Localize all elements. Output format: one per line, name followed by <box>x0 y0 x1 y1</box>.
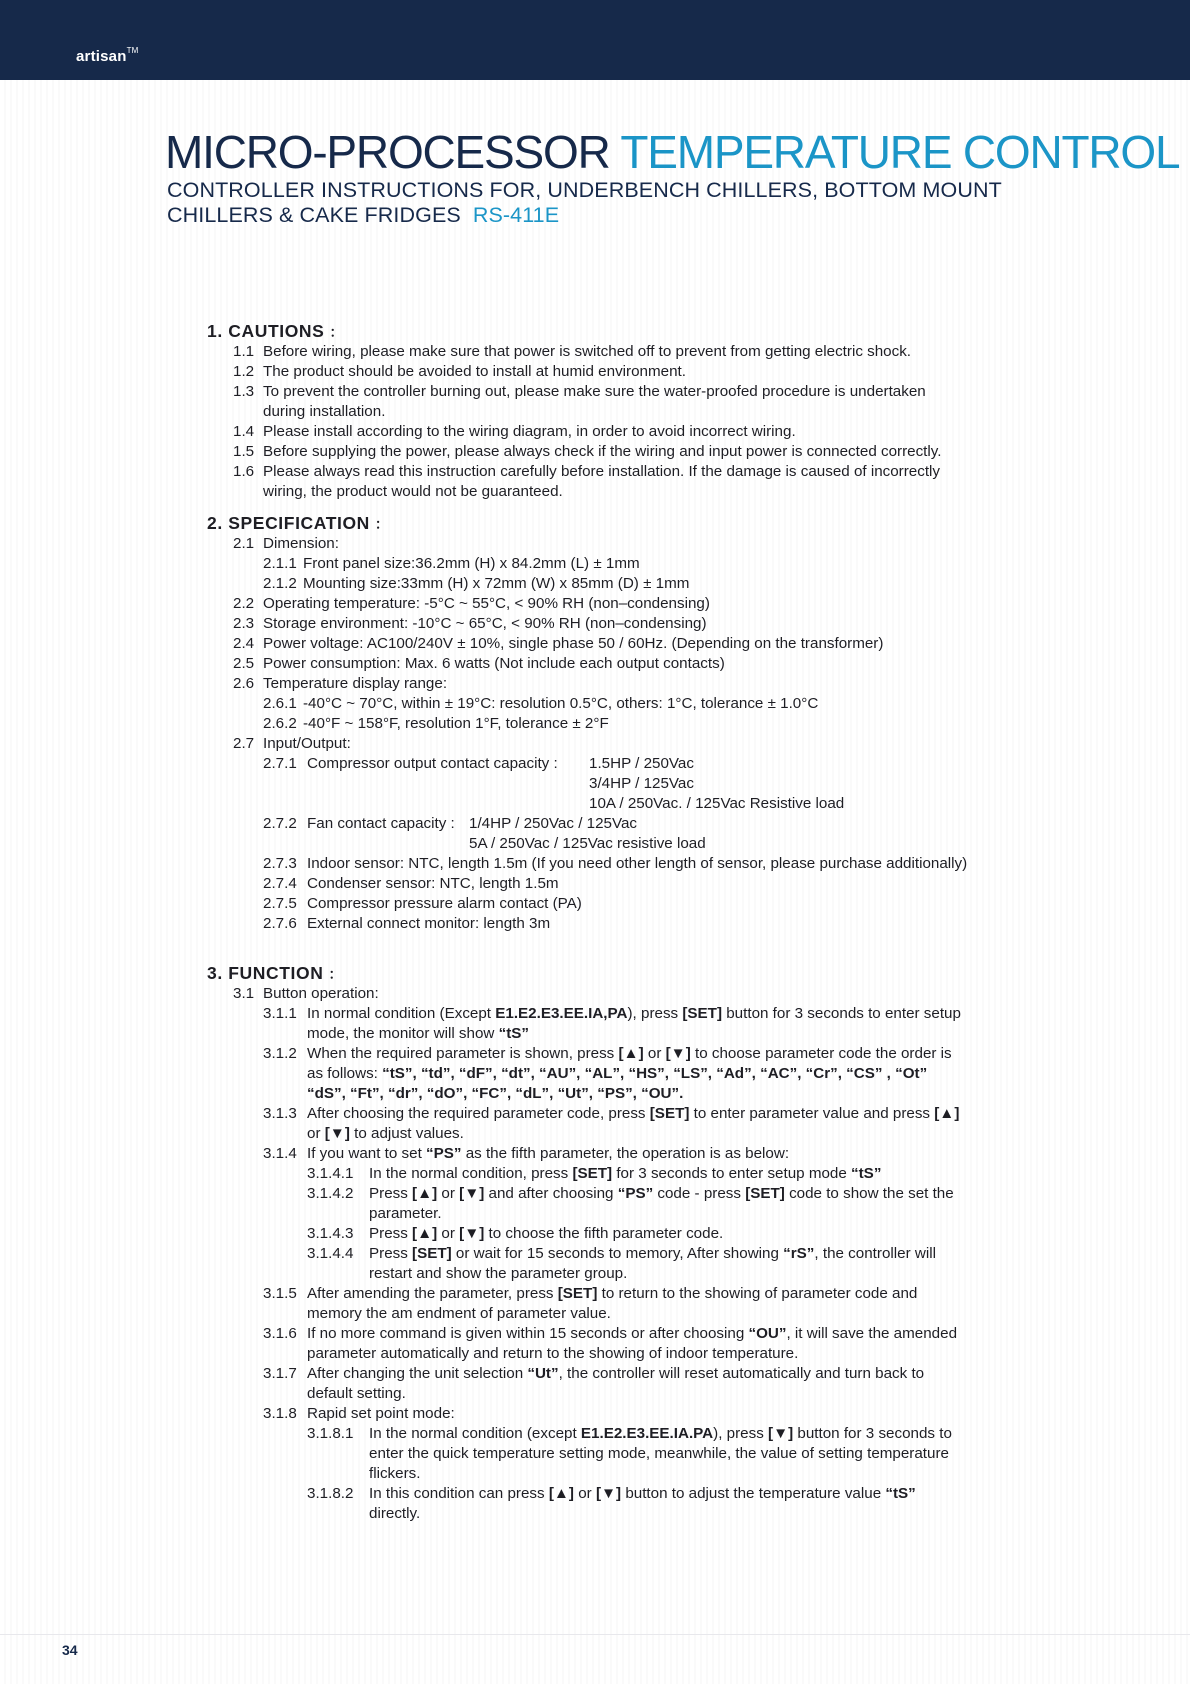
item-number: 1.6 <box>233 463 255 480</box>
list-item <box>0 814 1190 854</box>
section-1 <box>0 320 1190 502</box>
list-item <box>0 734 1190 754</box>
item-text: -40°F ~ 158°F, resolution 1°F, tolerance ± 2°F <box>303 715 609 732</box>
instructions-content <box>0 320 1190 1524</box>
list-item <box>0 874 1190 894</box>
item-text: Mounting size:33mm (H) x 72mm (W) x 85mm (D) ± 1mm <box>303 575 690 592</box>
list-item <box>0 382 1190 422</box>
item-text: Compressor pressure alarm contact (PA) <box>307 895 582 912</box>
item-text: If you want to set “PS” as the fifth parameter, the operation is as below: <box>307 1145 790 1162</box>
item-number: 2.6 <box>233 675 255 692</box>
list-item <box>0 442 1190 462</box>
item-number: 3.1.4.3 <box>307 1225 354 1242</box>
section-heading: 3. FUNCTION ： <box>207 963 344 983</box>
capacity-value: 10A / 250Vac. / 125Vac Resistive load <box>589 795 845 812</box>
item-number: 3.1.8.2 <box>307 1485 354 1502</box>
item-number: 2.1 <box>233 535 255 552</box>
item-text: In the normal condition, press [SET] for 3 seconds to enter setup mode “tS” <box>369 1165 882 1182</box>
header-bar <box>0 0 1190 80</box>
item-number: 1.2 <box>233 363 255 380</box>
item-number: 1.3 <box>233 383 255 400</box>
item-number: 3.1.2 <box>263 1045 297 1062</box>
list-item <box>0 1364 1190 1404</box>
item-text: Please install according to the wiring diagram, in order to avoid incorrect wiring. <box>263 423 796 440</box>
item-number: 3.1 <box>233 985 255 1002</box>
item-number: 2.7.3 <box>263 855 297 872</box>
item-number: 3.1.3 <box>263 1105 297 1122</box>
list-item <box>0 674 1190 694</box>
item-text: When the required parameter is shown, press [▲] or [▼] to choose parameter code the order is as follows: “tS”, “td”, “dF”, “dt”, “AU”, “AL”, “HS”, “LS”, “Ad”, “AC”, “Cr”, “CS” , “Ot” “dS”, “Ft”, “dr”, “dO”, “FC”, “dL”, “Ut”, “PS”, “OU”. <box>307 1045 952 1102</box>
item-text: Operating temperature: -5°C ~ 55°C, < 90% RH (non–condensing) <box>263 595 710 612</box>
section-2 <box>0 512 1190 934</box>
item-text: -40°C ~ 70°C, within ± 19°C: resolution 0.5°C, others: 1°C, tolerance ± 1.0°C <box>303 695 819 712</box>
item-number: 3.1.6 <box>263 1325 297 1342</box>
item-text: Before supplying the power, please always check if the wiring and input power is connected correctly. <box>263 443 942 460</box>
section-3 <box>0 962 1190 1524</box>
capacity-value: 3/4HP / 125Vac <box>589 775 694 792</box>
item-text: In this condition can press [▲] or [▼] button to adjust the temperature value “tS” directly. <box>369 1485 916 1522</box>
item-number: 3.1.7 <box>263 1365 297 1382</box>
brand-logo: artisan™ <box>76 46 139 65</box>
item-text: Fan contact capacity : 1/4HP / 250Vac / 125Vac 5A / 250Vac / 125Vac resistive load <box>307 814 968 854</box>
item-text: Storage environment: -10°C ~ 65°C, < 90% RH (non–condensing) <box>263 615 707 632</box>
list-item <box>0 1224 1190 1244</box>
item-text: Press [SET] or wait for 15 seconds to memory, After showing “rS”, the controller will restart and show the parameter group. <box>369 1245 936 1282</box>
item-text: In normal condition (Except E1.E2.E3.EE.IA,PA), press [SET] button for 3 seconds to enter setup mode, the monitor will show “tS” <box>307 1005 961 1042</box>
list-item <box>0 1104 1190 1144</box>
page-number: 34 <box>62 1642 78 1658</box>
item-number: 1.5 <box>233 443 255 460</box>
item-number: 2.7.1 <box>263 755 297 772</box>
item-text: Button operation: <box>263 985 379 1002</box>
item-number: 2.7.6 <box>263 915 297 932</box>
model-number: RS-411E <box>472 203 560 227</box>
item-text: In the normal condition (except E1.E2.E3.EE.IA.PA), press [▼] button for 3 seconds to enter the quick temperature setting mode, meanwhile, the value of setting temperature flickers. <box>369 1425 952 1482</box>
list-item <box>0 1284 1190 1324</box>
list-item <box>0 1484 1190 1524</box>
list-item <box>0 754 1190 814</box>
page-subtitle: CONTROLLER INSTRUCTIONS FOR, UNDERBENCH CHILLERS, BOTTOM MOUNT CHILLERS & CAKE FRIDGES RS-411E <box>167 178 1002 227</box>
list-item <box>0 854 1190 874</box>
item-text: The product should be avoided to install at humid environment. <box>263 363 686 380</box>
item-text: Input/Output: <box>263 735 351 752</box>
list-item <box>0 554 1190 574</box>
list-item <box>0 362 1190 382</box>
item-text: Before wiring, please make sure that power is switched off to prevent from getting electric shock. <box>263 343 912 360</box>
item-text: To prevent the controller burning out, please make sure the water-proofed procedure is undertaken during installation. <box>263 383 926 420</box>
list-item <box>0 594 1190 614</box>
item-number: 3.1.4.4 <box>307 1245 354 1262</box>
item-text: External connect monitor: length 3m <box>307 915 551 932</box>
item-number: 2.7.2 <box>263 815 297 832</box>
item-number: 3.1.5 <box>263 1285 297 1302</box>
section-heading: 1. CAUTIONS ： <box>207 321 345 341</box>
capacity-value: 1.5HP / 250Vac <box>589 755 694 772</box>
item-text: Power voltage: AC100/240V ± 10%, single phase 50 / 60Hz. (Depending on the transformer) <box>263 635 884 652</box>
item-text: Dimension: <box>263 535 339 552</box>
list-item <box>0 1404 1190 1424</box>
item-number: 3.1.8.1 <box>307 1425 354 1442</box>
item-number: 3.1.4 <box>263 1145 297 1162</box>
item-text: Condenser sensor: NTC, length 1.5m <box>307 875 559 892</box>
item-number: 2.7.5 <box>263 895 297 912</box>
list-item <box>0 534 1190 554</box>
capacity-value: 5A / 250Vac / 125Vac resistive load <box>469 835 706 852</box>
item-number: 1.1 <box>233 343 255 360</box>
item-text: After choosing the required parameter code, press [SET] to enter parameter value and press [▲] or [▼] to adjust values. <box>307 1105 960 1142</box>
item-text: Press [▲] or [▼] to choose the fifth parameter code. <box>369 1225 724 1242</box>
item-text: If no more command is given within 15 seconds or after choosing “OU”, it will save the amended parameter automatically and return to the showing of indoor temperature. <box>307 1325 958 1362</box>
list-item <box>0 1144 1190 1164</box>
item-number: 2.1.1 <box>263 555 297 572</box>
capacity-value: 1/4HP / 250Vac / 125Vac <box>469 815 638 832</box>
item-text: Please always read this instruction carefully before installation. If the damage is caused of incorrectly wiring, the product would not be guaranteed. <box>263 463 941 500</box>
item-text: Compressor output contact capacity : 1.5HP / 250Vac 3/4HP / 125Vac 10A / 250Vac. / 125Vac Resistive load <box>307 754 968 814</box>
item-number: 2.7.4 <box>263 875 297 892</box>
list-item <box>0 1044 1190 1104</box>
list-item <box>0 342 1190 362</box>
item-number: 2.5 <box>233 655 255 672</box>
item-number: 2.2 <box>233 595 255 612</box>
item-text: Indoor sensor: NTC, length 1.5m (If you need other length of sensor, please purchase additionally) <box>307 855 968 872</box>
list-item <box>0 1004 1190 1044</box>
item-text: Temperature display range: <box>263 675 448 692</box>
list-item <box>0 654 1190 674</box>
item-number: 2.4 <box>233 635 255 652</box>
item-number: 2.6.2 <box>263 715 297 732</box>
item-number: 3.1.1 <box>263 1005 297 1022</box>
item-number: 2.1.2 <box>263 575 297 592</box>
list-item <box>0 462 1190 502</box>
list-item <box>0 894 1190 914</box>
list-item <box>0 714 1190 734</box>
list-item <box>0 574 1190 594</box>
item-text: After changing the unit selection “Ut”, the controller will reset automatically and turn back to default setting. <box>307 1365 925 1402</box>
item-text: Rapid set point mode: <box>307 1405 455 1422</box>
item-text: Front panel size:36.2mm (H) x 84.2mm (L) ± 1mm <box>303 555 640 572</box>
item-text: After amending the parameter, press [SET] to return to the showing of parameter code and memory the am endment of parameter value. <box>307 1285 918 1322</box>
list-item <box>0 984 1190 1004</box>
list-item <box>0 694 1190 714</box>
page-title: MICRO-PROCESSOR TEMPERATURE CONTROL <box>165 126 1180 178</box>
item-number: 3.1.4.2 <box>307 1185 354 1202</box>
list-item <box>0 1244 1190 1284</box>
list-item <box>0 1164 1190 1184</box>
item-number: 3.1.8 <box>263 1405 297 1422</box>
list-item <box>0 422 1190 442</box>
item-text: Power consumption: Max. 6 watts (Not include each output contacts) <box>263 655 725 672</box>
item-number: 2.7 <box>233 735 255 752</box>
item-number: 2.6.1 <box>263 695 297 712</box>
item-number: 2.3 <box>233 615 255 632</box>
list-item <box>0 634 1190 654</box>
footer-divider <box>0 1634 1190 1635</box>
list-item <box>0 1324 1190 1364</box>
section-heading: 2. SPECIFICATION ： <box>207 513 390 533</box>
item-text: Press [▲] or [▼] and after choosing “PS” code - press [SET] code to show the set the parameter. <box>369 1185 954 1222</box>
list-item <box>0 614 1190 634</box>
item-number: 3.1.4.1 <box>307 1165 354 1182</box>
list-item <box>0 1424 1190 1484</box>
item-number: 1.4 <box>233 423 255 440</box>
list-item <box>0 914 1190 934</box>
list-item <box>0 1184 1190 1224</box>
